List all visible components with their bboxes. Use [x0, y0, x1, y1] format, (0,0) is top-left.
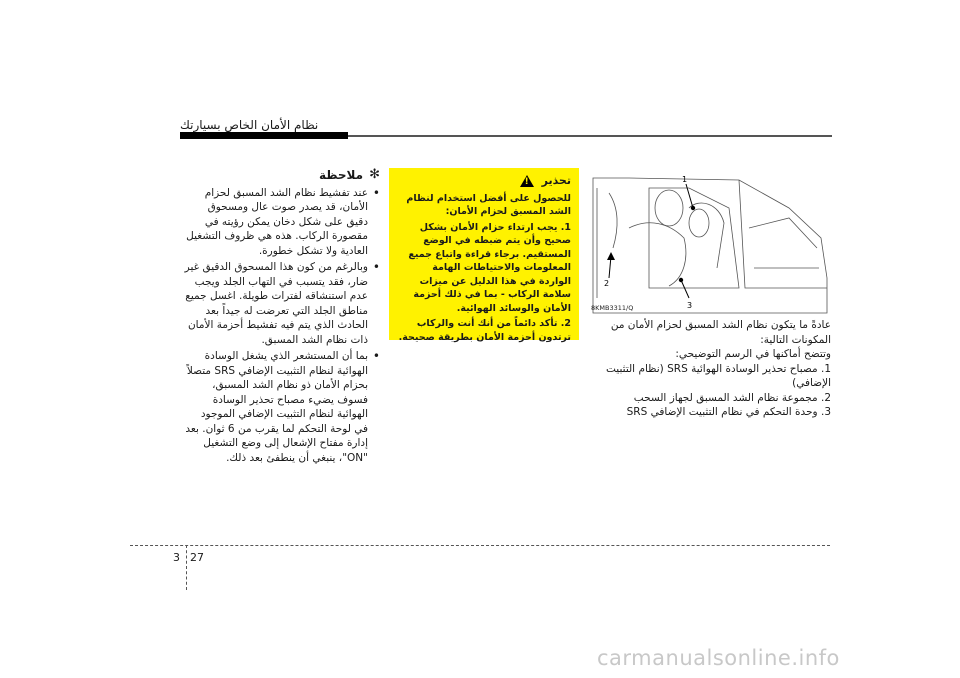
warning-box	[389, 168, 579, 343]
body-item-2: 2. مجموعة نظام الشد المسبق لجهاز السحب	[633, 391, 831, 404]
note-bullet-2: • وبالرغم من كون هذا المسحوق الدقيق غير ضار، فقد يتسبب في التهاب الجلد ويجب عدم استنشاقه لفترات طويلة. اغسل جميع مناطق الجلد التي تعرضت له جيداً بعد الحادث الذي يتم فيه تفشيط أحزمة الأمان ذات نظام الشد المسبق.	[184, 260, 380, 347]
note-heading-text: ملاحظة	[318, 168, 364, 182]
callout-3: 3	[687, 301, 693, 310]
note-heading	[184, 168, 380, 183]
body-item-3: 3. وحدة التحكم في نظام التثبيت الإضافي SRS	[626, 406, 831, 418]
figure-code: 8KMB3311/Q	[591, 304, 634, 312]
star-icon: ✻	[369, 167, 380, 182]
warning-line-3: 2. تأكد دائماً من أنك أنت والركاب ترتدون أحزمة الأمان بطريقة صحيحة.	[398, 318, 571, 343]
body-column	[589, 318, 831, 420]
callout-2: 2	[604, 279, 610, 288]
header-rule	[348, 135, 832, 137]
page-chapter: 3	[173, 551, 180, 564]
note-column	[184, 168, 380, 467]
arrow-up-icon	[607, 252, 615, 260]
exclamation-icon: !	[524, 176, 529, 187]
footer-divider	[186, 545, 187, 590]
header-bar	[180, 132, 348, 139]
watermark: carmanualsonline.info	[597, 646, 840, 670]
callout-1: 1	[682, 175, 688, 184]
warning-line-2: 1. يجب ارتداء حزام الأمان بشكل صحيح وأن يتم ضبطه في الوضع المستقيم. برجاء قراءة واتباع جميع المعلومات والاحتياطات الهامة الواردة في هذا الدليل عن ميزات سلامة الركاب - بما في ذلك أحزمة الأمان والوسائد الهوائية.	[408, 221, 571, 314]
page-number: 27	[190, 551, 204, 564]
warning-line-1: للحصول على أفضل استخدام لنظام الشد المسبق لحزام الأمان:	[406, 192, 571, 217]
note-bullet-3: • بما أن المستشعر الذي يشغل الوسادة الهوائية لنظام التثبيت الإضافي SRS متصلاً بحزام الأمان ذو نظام الشد المسبق، فسوف يضيء مصباح تحذير الوسادة الهوائية لنظام التثبيت الإضافي الموجود في لوحة التحكم لما يقرب من 6 ثوان. بعد إدارة مفتاح الإشعال إلى وضع التشغيل "ON"، ينبغي أن ينطفئ بعد ذلك.	[184, 349, 380, 465]
warning-triangle-icon	[520, 175, 534, 187]
warning-heading	[397, 174, 571, 188]
pretensioner-diagram	[589, 168, 831, 316]
warning-title: تحذير	[541, 174, 571, 187]
callout-line-1	[686, 184, 693, 208]
body-intro: عادةً ما يتكون نظام الشد المسبق لحزام الأمان من المكونات التالية:	[610, 319, 831, 346]
body-item-1: 1. مصباح تحذير الوسادة الهوائية SRS (نظام التثبيت الإضافي)	[606, 362, 831, 389]
section-title: نظام الأمان الخاص بسيارتك	[180, 118, 319, 132]
callout-line-3	[681, 280, 689, 298]
body-intro-2: وتتضح أماكنها في الرسم التوضيحي:	[675, 348, 831, 360]
note-bullet-1: • عند تفشيط نظام الشد المسبق لحزام الأمان، قد يصدر صوت عال ومسحوق دقيق على شكل دخان يمكن رؤيته في مقصورة الركاب. هذه هي ظروف التشغيل العادية ولا تشكل خطورة.	[184, 186, 380, 259]
footer-rule	[130, 545, 830, 546]
